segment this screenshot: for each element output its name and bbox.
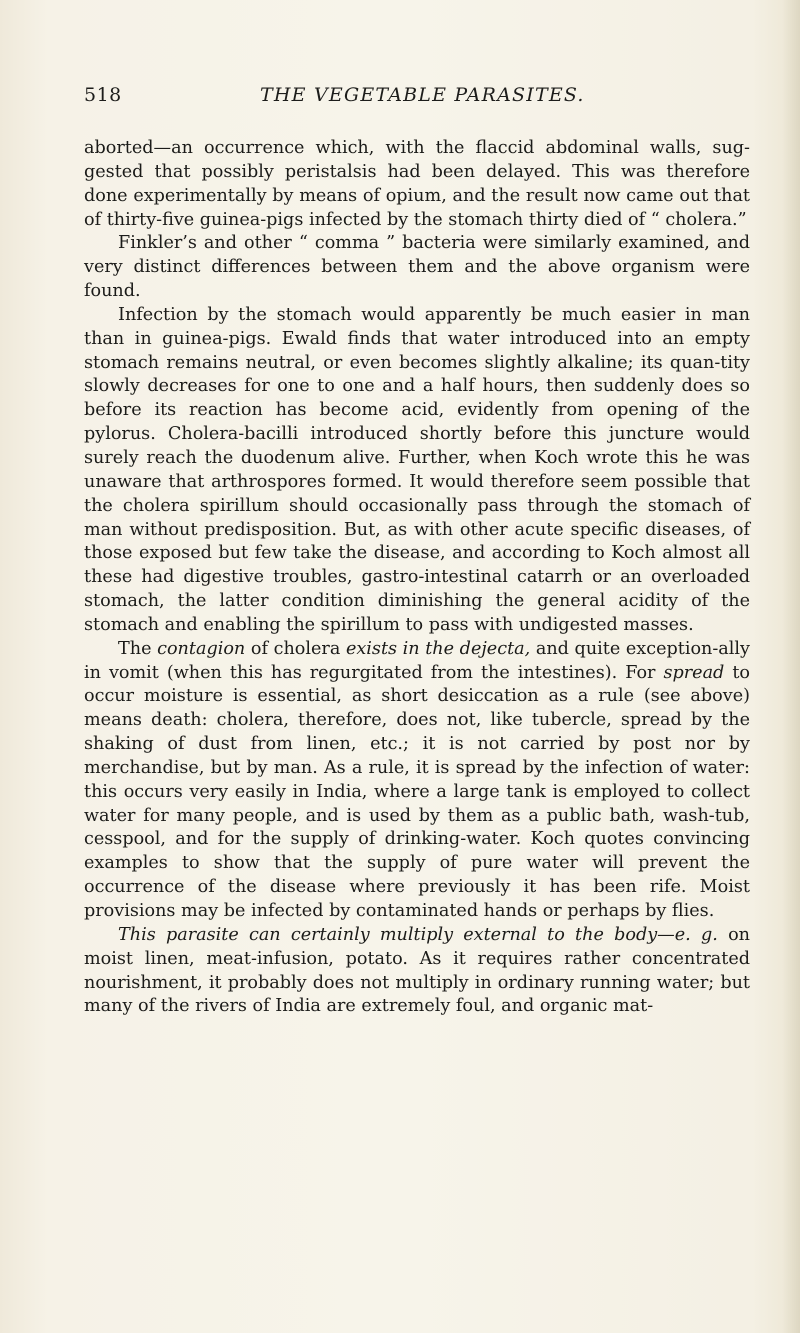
paragraph	[84, 638, 750, 924]
page-edge-shading	[782, 0, 800, 1333]
text-run: of cholera	[245, 638, 346, 659]
text-run: and quite exception-ally in vomit (when this has regurgitated from the intestines). For	[84, 638, 750, 683]
page-number: 518	[84, 84, 122, 106]
italic-text: spread	[663, 662, 725, 683]
italic-text: exists in the dejecta,	[345, 638, 531, 659]
paragraph	[84, 137, 750, 232]
running-title: THE VEGETABLE PARASITES.	[260, 84, 585, 106]
paragraph	[84, 232, 750, 304]
text-run: The	[118, 638, 158, 659]
paragraph	[84, 304, 750, 638]
paragraph	[84, 924, 750, 1019]
text-run: Finkler’s and other “ comma ” bacteria were similarly examined, and very distinct differences between them and the above organism were found.	[84, 233, 750, 302]
text-run: aborted—an occurrence which, with the flaccid abdominal walls, sug-gested that possibly peristalsis had been delayed. This was therefore done experimentally by means of opium, and the result now came out that of thirty-five guinea-pigs infected by the stomach thirty died of “ cholera.”	[84, 138, 750, 230]
text-run: Infection by the stomach would apparently be much easier in man than in guinea-pigs. Ewald finds that water introduced into an empty stomach remains neutral, or even becomes slightly alkaline; its quan-tity slowly decreases for one to one and a half hours, then suddenly does so before its reaction has become acid, evidently from opening of the pylorus. Cholera-bacilli introduced shortly before this juncture would surely reach the duodenum alive. Further, when Koch wrote this he was unaware that arthrospores formed. It would therefore seem possible that the cholera spirillum should occasionally pass through the stomach of man without predisposition. But, as with other acute specific diseases, of those exposed but few take the disease, and according to Koch almost all these had digestive troubles, gastro-intestinal catarrh or an overloaded stomach, the latter condition diminishing the general acidity of the stomach and enabling the spirillum to pass with undigested masses.	[84, 304, 750, 635]
text-run: to occur moisture is essential, as short desiccation as a rule (see above) means death: cholera, therefore, does not, like tubercle, spread by the shaking of dust from linen, etc.; it is not carried by post nor by merchandise, but by man. As a rule, it is spread by the infection of water: this occurs very easily in India, where a large tank is employed to collect water for many people, and is used by them as a public bath, wash-tub, cesspool, and for the supply of drinking-water. Koch quotes convincing examples to show that the supply of pure water will prevent the occurrence of the disease where previously it has been rife. Moist provisions may be infected by contaminated hands or perhaps by flies.	[84, 662, 750, 921]
body-text	[84, 137, 750, 1019]
italic-text: contagion	[157, 638, 246, 659]
running-header	[84, 84, 750, 114]
text-run: —	[657, 924, 675, 945]
italic-text: e. g.	[674, 924, 718, 945]
text-run: on moist linen, meat-infusion, potato. As it requires rather concentrated nourishment, it probably does not multiply in ordinary running water; but many of the rivers of India are extremely foul, and organic mat-	[84, 924, 750, 1017]
italic-text: This parasite can certainly multiply external to the body	[118, 924, 658, 945]
